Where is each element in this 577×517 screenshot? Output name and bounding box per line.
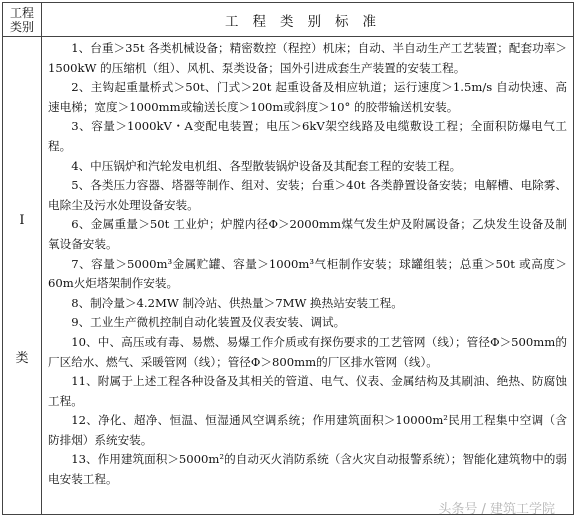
table-header-row: [3, 3, 574, 37]
category-header-label: 工程 类别: [9, 5, 34, 34]
engineering-category-table: [2, 2, 574, 515]
standard-item-7: 7、容量＞5000m³金属贮罐、容量＞1000m³气柜制作安装；球罐组装；总重＞50t 或高度＞60m火炬塔架制作安装。: [48, 256, 567, 291]
standard-column-header: [42, 3, 574, 37]
standard-item-5: 5、各类压力容器、塔器等制作、组对、安装；台重＞40t 各类静置设备安装；电解槽、电除雾、电除尘及污水处理设备安装。: [48, 178, 567, 212]
standard-item-2: 2、主钩起重量桥式＞50t、门式＞20t 起重设备及相应轨道；运行速度＞1.5m/s 自动快速、高速电梯；宽度＞1000mm或输送长度＞100m或斜度＞10° 的胶带输送机安装。: [48, 80, 567, 114]
standard-item-8: 8、制冷量＞4.2MW 制冷站、供热量＞7MW 换热站安装工程。: [71, 295, 403, 310]
category-cell: [3, 37, 42, 515]
standard-item-4: 4、中压锅炉和汽轮发电机组、各型散装锅炉设备及其配套工程的安装工程。: [71, 158, 462, 173]
standard-item-11: 11、附属于上述工程各种设备及其相关的管道、电气、仪表、金属结构及其刷油、绝热、防腐蚀工程。: [48, 374, 567, 408]
category-row: [3, 37, 574, 515]
standard-header-label: 工程类别标准: [225, 13, 390, 30]
standards-cell: [42, 37, 574, 515]
standard-item-13: 13、作用建筑面积＞5000m²的自动灭火消防系统（含火灾自动报警系统）；智能化建筑物中的弱电安装工程。: [48, 452, 567, 487]
standard-item-1: 1、台重＞35t 各类机械设备；精密数控（程控）机床；自动、半自动生产工艺装置；配套功率＞1500kW 的压缩机（组）、风机、泵类设备；国外引进成套生产装置的安装工程。: [48, 41, 567, 75]
watermark: 头条号 / 建筑工学院: [438, 502, 555, 517]
category-suffix: 类: [15, 351, 29, 366]
standard-item-3: 3、容量＞1000kV・A变配电装置；电压＞6kV架空线路及电缆敷设工程；全面积防爆电气工程。: [48, 119, 567, 153]
standard-item-10: 10、中、高压或有毒、易燃、易爆工作介质或有探伤要求的工艺管网（线）；管径Φ＞500mm的厂区给水、燃气、采暖管网（线）；管径Φ＞800mm的厂区排水管网（线）。: [48, 334, 567, 369]
category-roman-numeral: I: [19, 213, 25, 228]
standard-item-12: 12、净化、超净、恒温、恒湿通风空调系统；作用建筑面积＞10000m²民用工程集中空调（含防排烟）系统安装。: [48, 413, 567, 447]
standard-item-9: 9、工业生产微机控制自动化装置及仪表安装、调试。: [71, 315, 346, 330]
standard-item-6: 6、金属重量＞50t 工业炉；炉膛内径Φ＞2000mm煤气发生炉及附属设备；乙炔发生设备及制氧设备安装。: [48, 217, 567, 251]
category-column-header: [3, 3, 42, 37]
